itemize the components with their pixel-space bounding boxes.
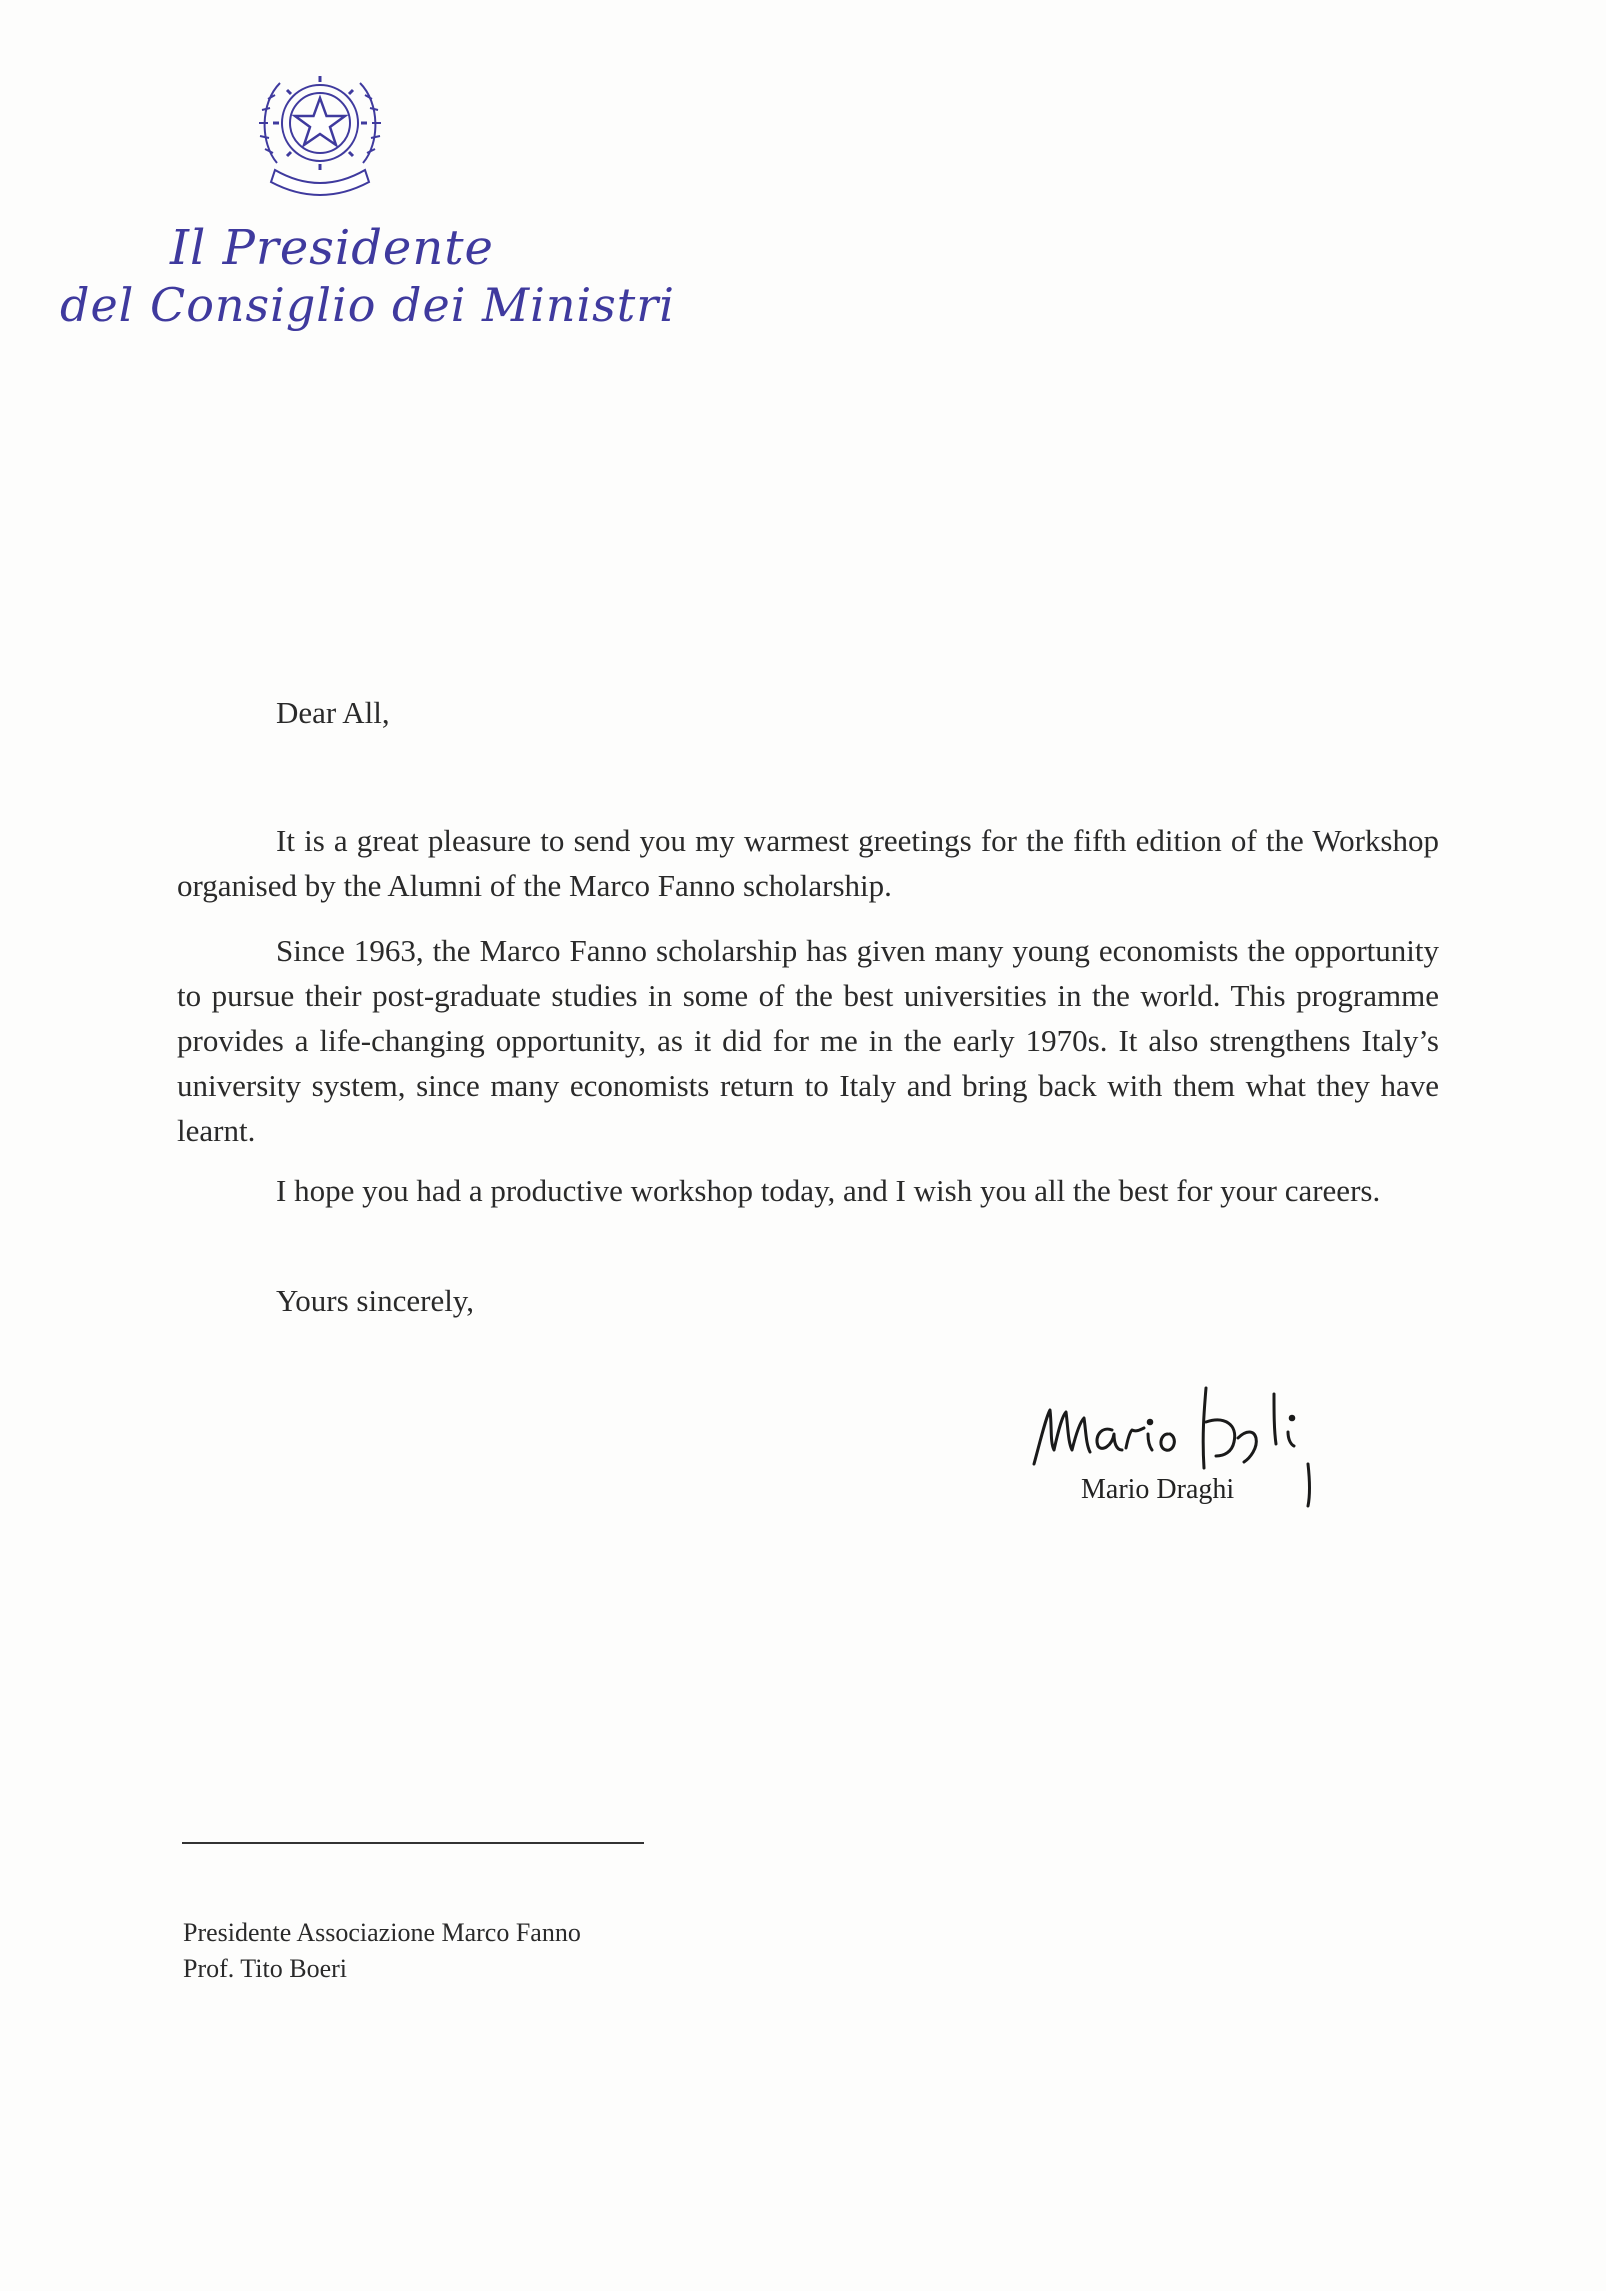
paragraph-1: It is a great pleasure to send you my warmest greetings for the fifth edition of the Workshop organised by the Alumni of the Marco Fanno scholarship. — [177, 823, 1439, 903]
paragraph-2: Since 1963, the Marco Fanno scholarship has given many young economists the opportunity to pursue their post-graduate studies in some of the best universities in the world. This programme provides a life-changing opportunity, as it did for me in the early 1970s. It also strengthens Italy’s university system, since many economists return to Italy and bring back with them what they have learnt. — [177, 933, 1439, 1148]
divider — [182, 1842, 644, 1844]
recipient-title: Presidente Associazione Marco Fanno — [183, 1918, 581, 1947]
recipient-name: Prof. Tito Boeri — [183, 1954, 347, 1983]
letterhead-subtitle: del Consiglio dei Ministri — [60, 278, 675, 332]
paragraph-3: I hope you had a productive workshop today, and I wish you all the best for your careers. — [276, 1173, 1381, 1208]
closing: Yours sincerely, — [276, 1283, 475, 1318]
salutation: Dear All, — [276, 695, 390, 730]
recipient-block — [183, 1915, 581, 1987]
italian-republic-emblem-icon — [255, 58, 385, 203]
signer-name: Mario Draghi — [1081, 1474, 1235, 1505]
letterhead-title: Il Presidente — [170, 220, 494, 276]
letterhead — [60, 220, 675, 350]
